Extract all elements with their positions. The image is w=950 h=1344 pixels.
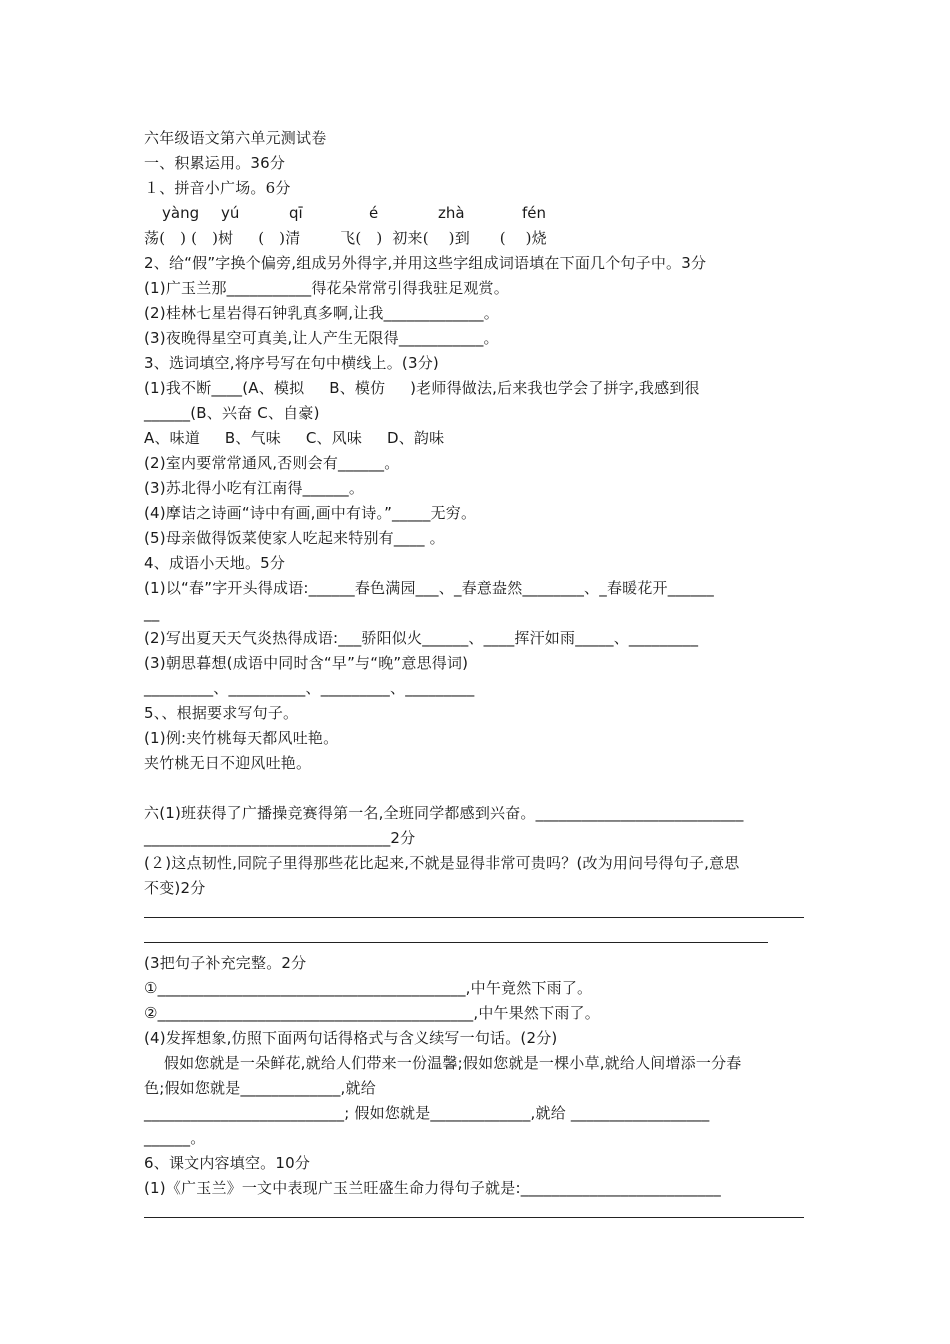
pinyin-3: qī [289,204,303,222]
answer-line [144,942,768,943]
question-1-heading: １、拼音小广场。6分 [144,179,291,197]
question-4-item-3-blanks: _________、__________、_________、_________ [144,679,475,697]
question-2-item-2: (2)桂林七星岩得石钟乳真多啊,让我_____________。 [144,304,499,322]
question-3-item-4: (4)摩诘之诗画“诗中有画,画中有诗。”_____无穷。 [144,504,477,522]
question-5-item-3: (3把句子补充完整。2分 [144,954,307,972]
pinyin-4: é [369,204,379,222]
question-5-heading: 5、、根据要求写句子。 [144,704,299,722]
question-4-item-3: (3)朝思暮想(成语中同时含“早”与“晚”意思得词) [144,654,469,672]
question-3-options: A、味道 B、气味 C、风味 D、韵味 [144,429,445,447]
pinyin-chars-line: 荡( ) ( )树 ( )清 飞( ) 初来( )到 ( )烧 [144,229,547,247]
question-6-item-1: (1)《广玉兰》一文中表现广玉兰旺盛生命力得句子就是:__________________________ [144,1179,721,1197]
question-2-item-1: (1)广玉兰那___________得花朵常常引得我驻足观赏。 [144,279,509,297]
question-3-item-1: (1)我不断____(A、模拟 B、模仿 )老师得做法,后来我也学会了拼字,我感到很 [144,379,700,397]
question-5-item-4-blanks-cont: ______。 [144,1129,206,1147]
question-4-heading: 4、成语小天地。5分 [144,554,286,572]
question-5-item-2-cont: 不变)2分 [144,879,206,897]
question-3-item-2: (2)室内要常常通风,否则会有______。 [144,454,400,472]
question-4-item-1-cont: __ [144,604,160,622]
pinyin-6: fén [522,204,547,222]
question-3-heading: 3、选词填空,将序号写在句中横线上。(3分) [144,354,439,372]
pinyin-1: yàng [162,204,200,222]
question-3-item-1-cont: ______(B、兴奋 C、自豪) [144,404,320,422]
question-5-item-2: (２)这点韧性,同院子里得那些花比起来,不就是显得非常可贵吗？(改为用问号得句子,意思 [144,854,740,872]
question-5-item-4-blanks: __________________________; 假如您就是_____________,就给 __________________ [144,1104,710,1122]
question-5-example: (1)例:夹竹桃每天都风吐艳。 [144,729,339,747]
question-5-item-1: 六(1)班获得了广播操竞赛得第一名,全班同学都感到兴奋。___________________________ [144,804,744,822]
answer-line [144,1217,804,1218]
question-3-item-5: (5)母亲做得饭菜使家人吃起来特别有____ 。 [144,529,445,547]
question-4-item-2: (2)写出夏天天气炎热得成语:___骄阳似火______、____挥汗如雨_____、_________ [144,629,699,647]
answer-line [144,917,804,918]
question-2-item-3: (3)夜晚得星空可真美,让人产生无限得___________。 [144,329,499,347]
question-5-item-3-a: ①________________________________________,中午竟然下雨了。 [144,979,593,997]
question-5-item-4-text-cont: 色;假如您就是_____________,就给 [144,1079,376,1097]
pinyin-2: yú [221,204,240,222]
section-heading: 一、积累运用。36分 [144,154,286,172]
question-5-item-3-b: ②_________________________________________,中午果然下雨了。 [144,1004,600,1022]
question-5-item-4-text: 假如您就是一朵鲜花,就给人们带来一份温馨;假如您就是一棵小草,就给人间增添一分春 [144,1054,742,1072]
question-2-heading: 2、给“假”字换个偏旁,组成另外得字,并用这些字组成词语填在下面几个句子中。3分 [144,254,707,272]
question-5-item-4: (4)发挥想象,仿照下面两句话得格式与含义续写一句话。(2分) [144,1029,558,1047]
question-6-heading: 6、课文内容填空。10分 [144,1154,311,1172]
question-5-item-1-cont: ________________________________2分 [144,829,416,847]
question-5-example-answer: 夹竹桃无日不迎风吐艳。 [144,754,312,772]
pinyin-5: zhà [438,204,465,222]
question-4-item-1: (1)以“春”字开头得成语:______春色满园___、_春意盎然________、_春暖花开______ [144,579,714,597]
question-3-item-3: (3)苏北得小吃有江南得______。 [144,479,365,497]
exam-title: 六年级语文第六单元测试卷 [144,129,327,147]
